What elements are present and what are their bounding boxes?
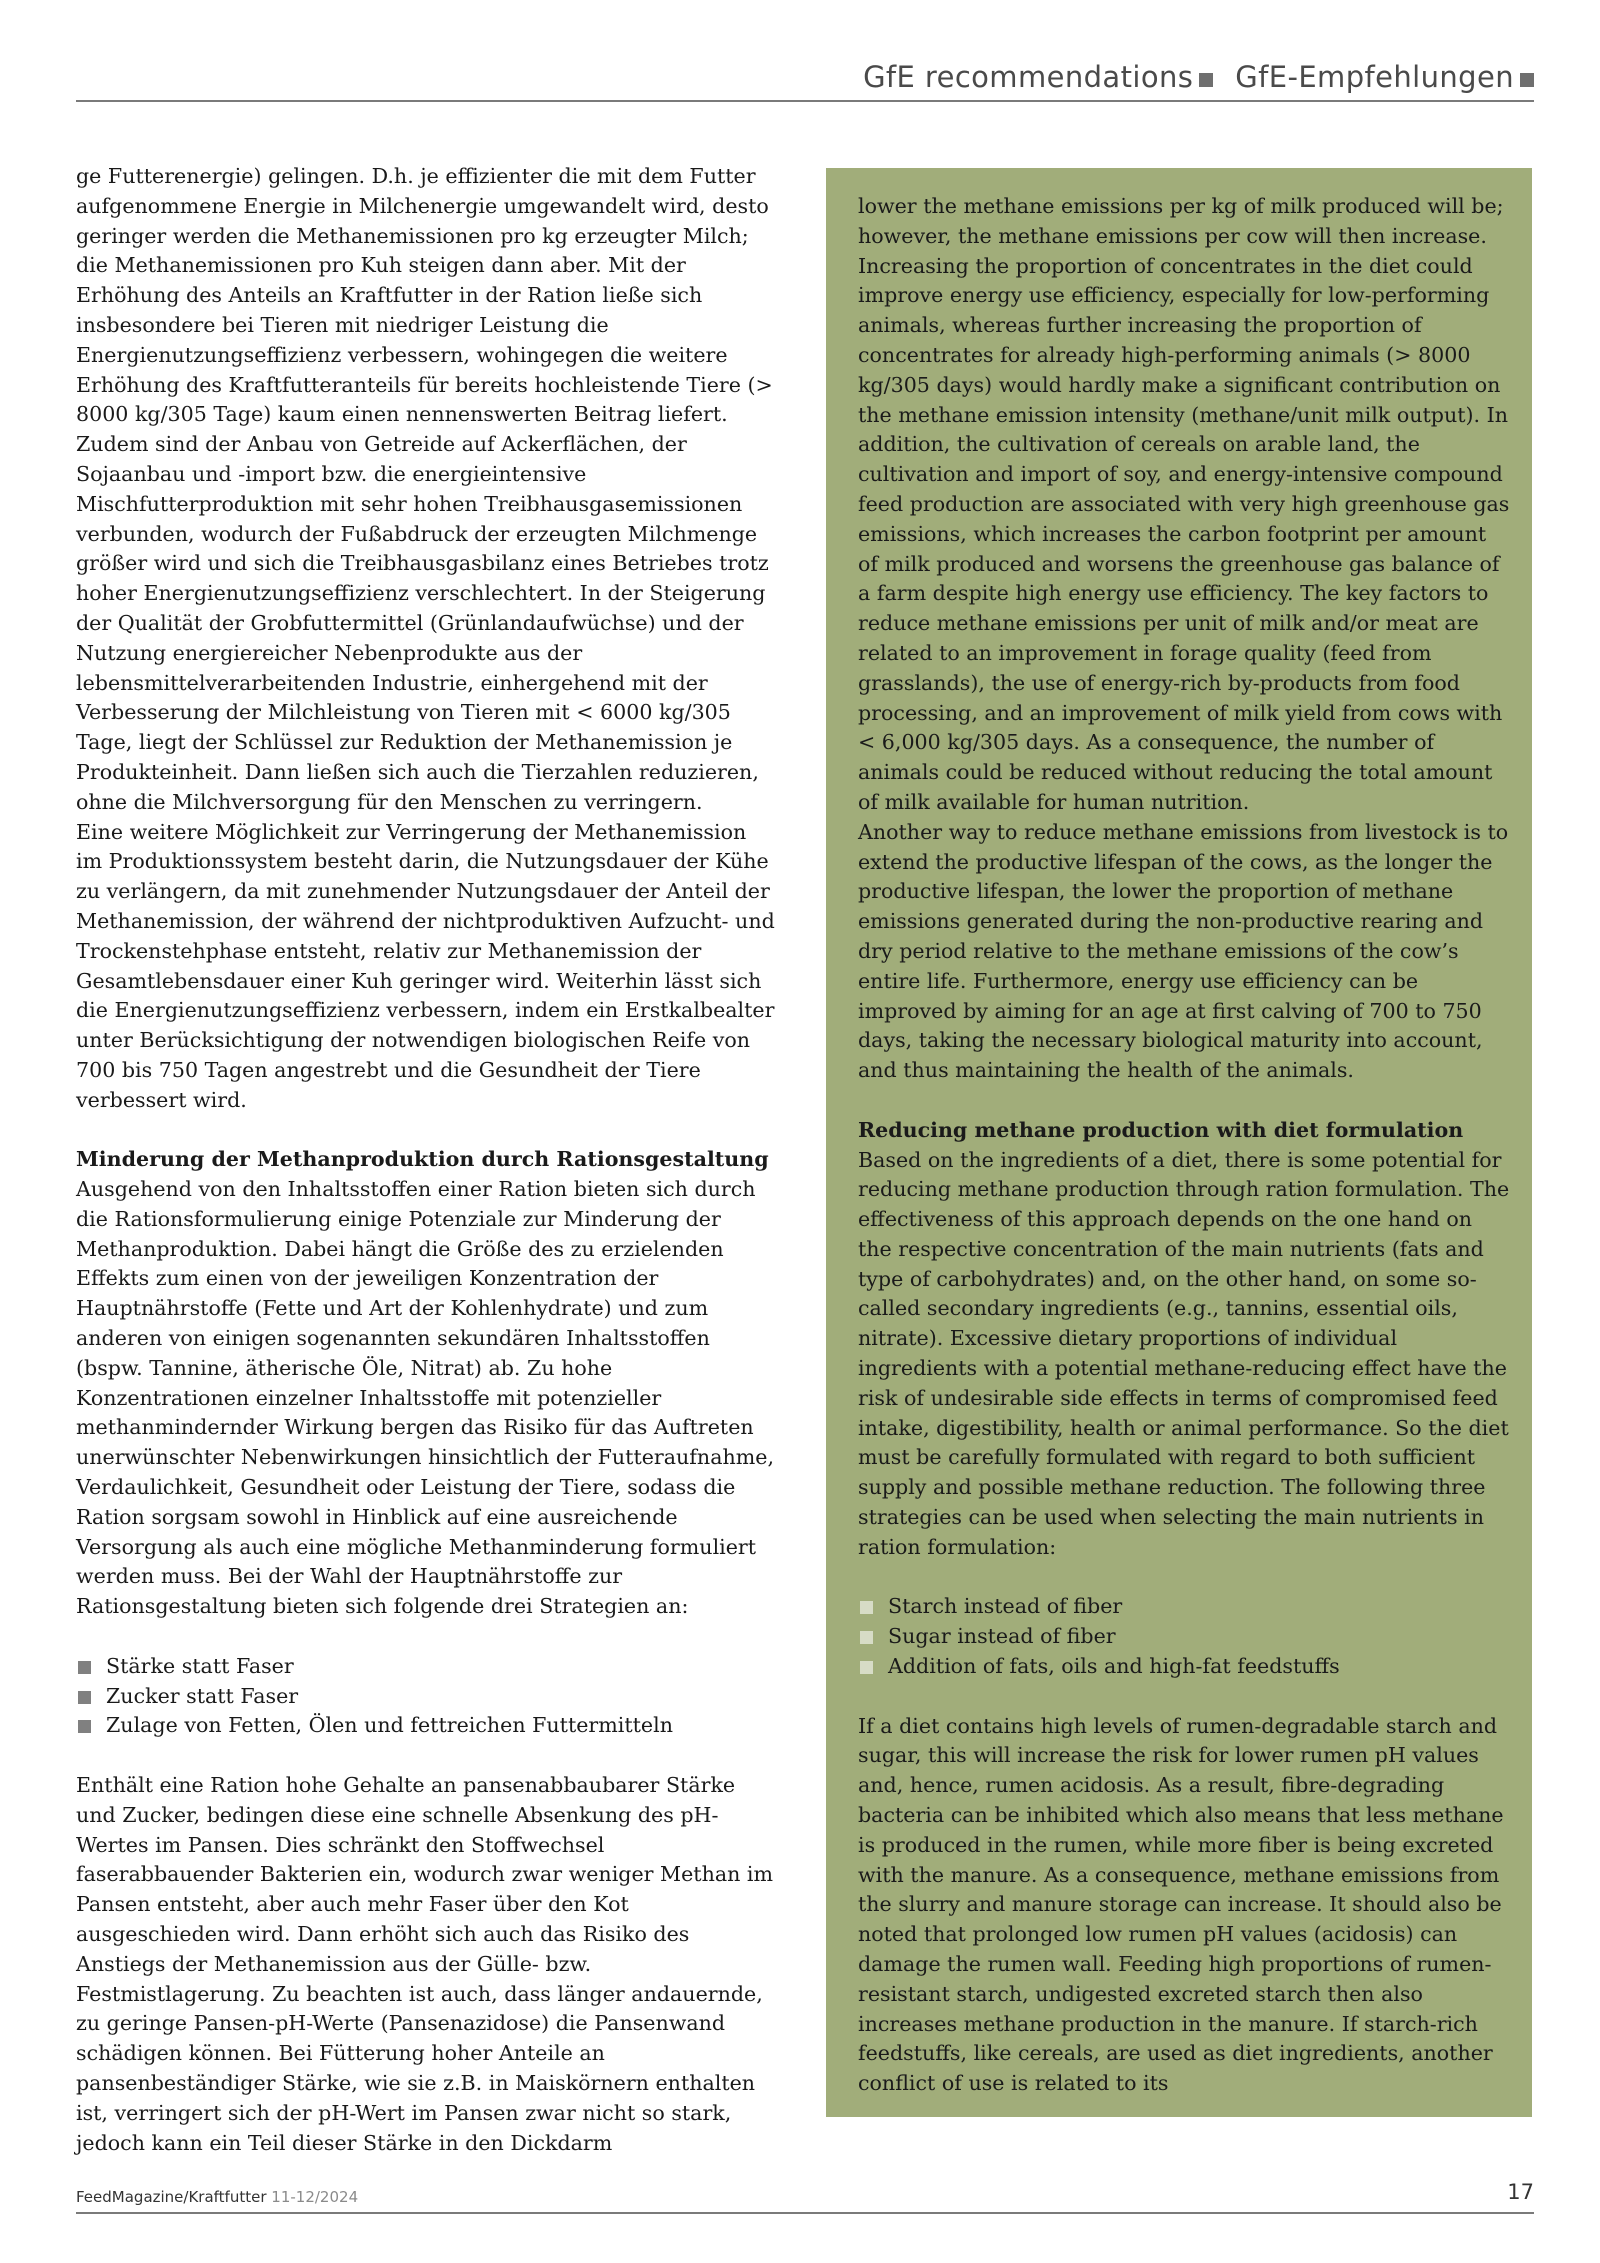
en-paragraph-3: Based on the ingredients of a diet, there is some potential for reducing methane production through ration formulation. The effectiveness of this approach depends on the one hand on the respective concentration of the main nutrients (fats and type of carbohydrates) and, on the other hand, on some so-called secondary ingredients (e.g., tannins, essential oils, nitrate). Excessive dietary proportions of individual ingredients with a potential methane-reducing effect have the risk of undesirable side effects in terms of compromised feed intake, digestibility, health or animal performance. So the diet must be carefully formulated with regard to both sufficient supply and possible methane reduction. The following three strategies can be used when selecting the main nutrients in ration formulation: xyxy=(858,1147,1510,1559)
square-bullet-icon xyxy=(1199,73,1213,87)
de-paragraph-4: Enthält eine Ration hohe Gehalte an pansenabbaubarer Stärke und Zucker, bedingen diese eine schnelle Absenkung des pH-Wertes im Pansen. Dies schränkt den Stoffwechsel faserabbauender Bakterien ein, wodurch zwar weniger Methan im Pansen entsteht, aber auch mehr Faser über den Kot ausgeschieden wird. Dann erhöht sich auch das Risiko des Anstiegs der Methanemission aus der Gülle- bzw. Festmistlagerung. Zu beachten ist auch, dass länger andauernde, zu geringe Pansen-pH-Werte (Pansenazidose) die Pansenwand schädigen können. Bei Fütterung hoher Anteile an pansenbeständiger Stärke, wie sie z.B. in Maiskörnern enthalten ist, verringert sich der pH-Wert im Pansen zwar nicht so stark, jedoch kann ein Teil dieser Stärke in den Dickdarm xyxy=(76,1773,774,2155)
header-title xyxy=(863,60,1534,94)
issue-number: 11-12/2024 xyxy=(271,2188,359,2206)
page-header xyxy=(76,58,1534,102)
list-item: Addition of fats, oils and high-fat feedstuffs xyxy=(858,1652,1510,1682)
page-footer xyxy=(76,2182,1534,2214)
list-item: Stärke statt Faser xyxy=(76,1652,776,1682)
english-column xyxy=(858,192,1510,2099)
square-bullet-icon xyxy=(78,1691,91,1704)
header-title-de: GfE-Empfehlungen xyxy=(1235,60,1514,94)
en-strategy-list xyxy=(858,1592,1510,1681)
square-bullet-icon xyxy=(1520,73,1534,87)
de-paragraph-2: Eine weitere Möglichkeit zur Verringerung der Methanemission im Produktionssystem besteht darin, die Nutzungsdauer der Kühe zu verlängern, da mit zunehmender Nutzungsdauer der Anteil der Methanemission, der während der nichtproduktiven Aufzucht- und Trockenstehphase entsteht, relativ zur Methanemission der Gesamtlebensdauer einer Kuh geringer wird. Weiterhin lässt sich die Energienutzungseffizienz verbessern, indem ein Erstkalbealter unter Berücksichtigung der notwendigen biologischen Reife von 700 bis 750 Tagen angestrebt und die Gesundheit der Tiere verbessert wird. xyxy=(76,819,775,1112)
en-paragraph-1: lower the methane emissions per kg of milk produced will be; however, the methane emissions per cow will then increase. Increasing the proportion of concentrates in the diet could improve energy use efficiency, especially for low-performing animals, whereas further increasing the proportion of concentrates for already high-performing animals (> 8000 kg/305 days) would hardly make a significant contribution on the methane emission intensity (methane/unit milk output). In addition, the cultivation of cereals on arable land, the cultivation and import of soy, and energy-intensive compound feed production are associated with very high greenhouse gas emissions, which increases the carbon footprint per amount of milk produced and worsens the greenhouse gas balance of a farm despite high energy use efficiency. The key factors to reduce methane emissions per unit of milk and/or meat are related to an improvement in forage quality (feed from grasslands), the use of energy-rich by-products from food processing, and an improvement of milk yield from cows with < 6,000 kg/305 days. As a consequence, the number of animals could be reduced without reducing the total amount of milk available for human nutrition. xyxy=(858,194,1510,814)
list-item: Zucker statt Faser xyxy=(76,1682,776,1712)
en-section-heading: Reducing methane production with diet formulation xyxy=(858,1117,1464,1142)
list-item: Starch instead of fiber xyxy=(858,1592,1510,1622)
page-number: 17 xyxy=(1507,2180,1534,2204)
square-bullet-icon xyxy=(860,1631,873,1644)
de-section-heading: Minderung der Methanproduktion durch Rationsgestaltung xyxy=(76,1147,769,1172)
german-column xyxy=(76,162,776,2158)
square-bullet-icon xyxy=(78,1720,91,1733)
list-item: Sugar instead of fiber xyxy=(858,1622,1510,1652)
square-bullet-icon xyxy=(860,1601,873,1614)
de-strategy-list xyxy=(76,1652,776,1741)
list-item: Zulage von Fetten, Ölen und fettreichen Futtermitteln xyxy=(76,1711,776,1741)
en-paragraph-4: If a diet contains high levels of rumen-degradable starch and sugar, this will increase the risk for lower rumen pH values and, hence, rumen acidosis. As a result, fibre-degrading bacteria can be inhibited which also means that less methane is produced in the rumen, while more fiber is being excreted with the manure. As a consequence, methane emissions from the slurry and manure storage can increase. It should also be noted that prolonged low rumen pH values (acidosis) can damage the rumen wall. Feeding high proportions of rumen-resistant starch, undigested excreted starch then also increases methane production in the manure. If starch-rich feedstuffs, like cereals, are used as diet ingredients, another conflict of use is related to its xyxy=(858,1713,1504,2096)
de-paragraph-3: Ausgehend von den Inhaltsstoffen einer Ration bieten sich durch die Rationsformulierung einige Potenziale zur Minderung der Methanproduktion. Dabei hängt die Größe des zu erzielenden Effekts zum einen von der jeweiligen Konzentration der Hauptnährstoffe (Fette und Art der Kohlenhydrate) und zum anderen von einigen sogenannten sekundären Inhaltsstoffen (bspw. Tannine, ätherische Öle, Nitrat) ab. Zu hohe Konzentrationen einzelner Inhaltsstoffe mit potenzieller methanmindernder Wirkung bergen das Risiko für das Auftreten unerwünschter Nebenwirkungen hinsichtlich der Futteraufnahme, Verdaulichkeit, Gesundheit oder Leistung der Tiere, sodass die Ration sorgsam sowohl in Hinblick auf eine ausreichende Versorgung als auch eine mögliche Methanminderung formuliert werden muss. Bei der Wahl der Hauptnährstoffe zur Rationsgestaltung bieten sich folgende drei Strategien an: xyxy=(76,1177,774,1619)
de-paragraph-1: ge Futterenergie) gelingen. D.h. je effizienter die mit dem Futter aufgenommene Energie in Milchenergie umgewandelt wird, desto geringer werden die Methanemissionen pro kg erzeugter Milch; die Methanemissionen pro Kuh steigen dann aber. Mit der Erhöhung des Anteils an Kraftfutter in der Ration ließe sich insbesondere bei Tieren mit niedriger Leistung die Energienutzungseffizienz verbessern, wohingegen die weitere Erhöhung des Kraftfutteranteils für bereits hochleistende Tiere (> 8000 kg/305 Tage) kaum einen nennenswerten Beitrag liefert. Zudem sind der Anbau von Getreide auf Ackerflächen, der Sojaanbau und -import bzw. die energieintensive Mischfutterproduktion mit sehr hohen Treibhausgasemissionen verbunden, wodurch der Fußabdruck der erzeugten Milchmenge größer wird und sich die Treibhausgasbilanz eines Betriebes trotz hoher Energienutzungseffizienz verschlechtert. In der Steigerung der Qualität der Grobfuttermittel (Grünlandaufwüchse) und der Nutzung energiereicher Nebenprodukte aus der lebensmittelverarbeitenden Industrie, einhergehend mit der Verbesserung der Milchleistung von Tieren mit < 6000 kg/305 Tage, liegt der Schlüssel zur Reduktion der Methanemission je Produkteinheit. Dann ließen sich auch die Tierzahlen reduzieren, ohne die Milchversorgung für den Menschen zu verringern. xyxy=(76,164,773,814)
en-paragraph-2: Another way to reduce methane emissions from livestock is to extend the productive lifespan of the cows, as the longer the productive lifespan, the lower the proportion of methane emissions generated during the non-productive rearing and dry period relative to the methane emissions of the cow’s entire life. Furthermore, energy use efficiency can be improved by aiming for an age at first calving of 700 to 750 days, taking the necessary biological maturity into account, and thus maintaining the health of the animals. xyxy=(858,819,1509,1083)
square-bullet-icon xyxy=(860,1661,873,1674)
footer-publication xyxy=(76,2188,358,2206)
header-title-en: GfE recommendations xyxy=(863,60,1194,94)
publication-name: FeedMagazine/Kraftfutter xyxy=(76,2188,267,2206)
square-bullet-icon xyxy=(78,1661,91,1674)
